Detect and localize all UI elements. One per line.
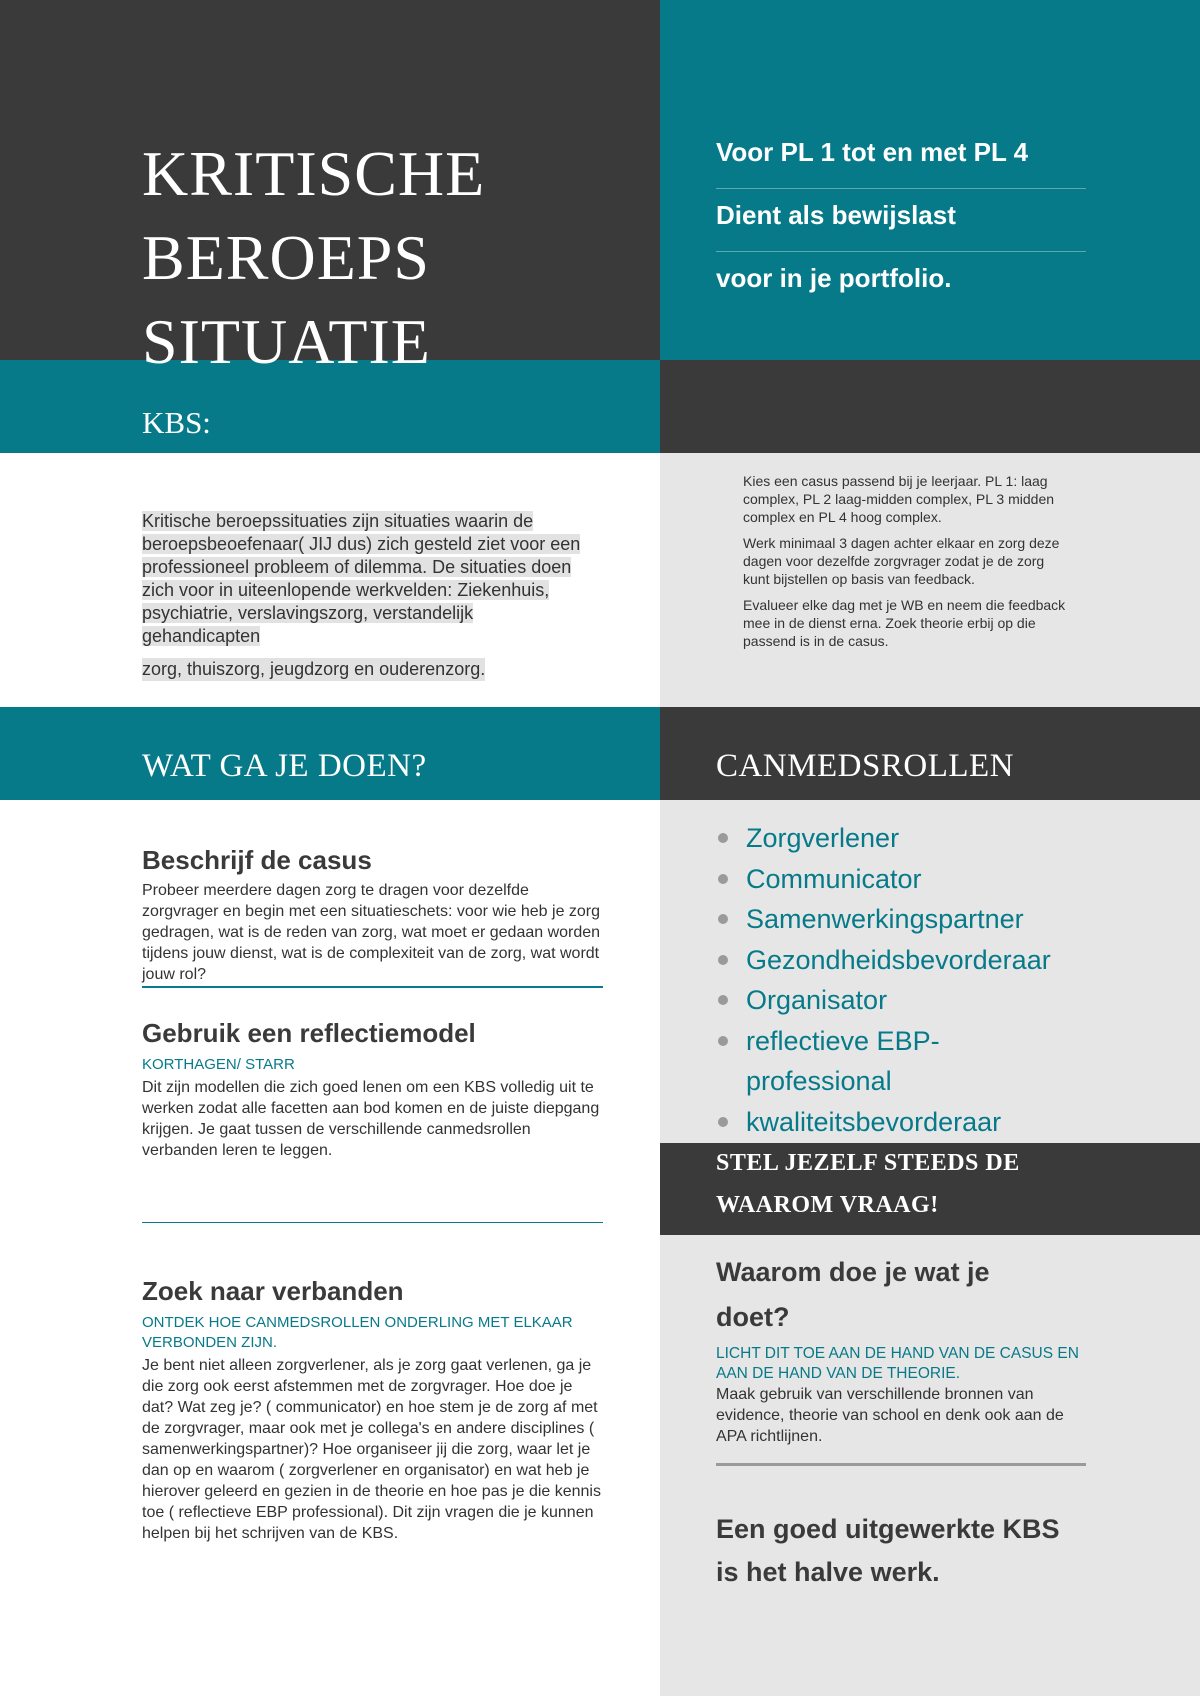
step-beschrijf-de-casus [142,845,602,985]
kbs-band-dark [660,360,1200,453]
role-item [716,859,1086,900]
step-body: Dit zijn modellen die zich goed lenen om een KBS volledig uit te werken zodat alle facetten aan bod komen en de juiste diepgang krijgen. Je gaat tussen de verschillende canmedsrollen verbanden leren te leggen. [142,1079,600,1159]
role-item [716,818,1086,859]
kbs-label: KBS: [142,405,211,440]
bullet-icon [718,995,728,1005]
divider [142,986,603,988]
step-body: Je bent niet alleen zorgverlener, als je zorg gaat verlenen, ga je die zorg ook eerst afstemmen met de zorgvrager. Hoe doe je dat? Wat zeg je? ( communicator) en hoe stem je de zorg af met de zorgvrager, maar ook met je collega's en andere disciplines ( samenwerkingspartner)? Hoe organiseer jij die zorg, waar let je dan op en waarom ( zorgverlener en organisator) en wat heb je hierover geleerd en gezien in de theorie en hoe pas je die kennis toe ( reflectieve EBP professional). Dit zijn vragen die je kunnen helpen bij het schrijven van de KBS. [142,1357,601,1542]
instruction-paragraph: Evalueer elke dag met je WB en neem die feedback mee in de dienst erna. Zoek theorie erbij op die passend is in de casus. [743,597,1066,649]
canmeds-roles-list [716,818,1086,1142]
header-info-line: voor in je portfolio. [716,263,952,293]
bullet-icon [718,1036,728,1046]
role-label: reflectieve EBP-professional [746,1025,940,1096]
waarom-subtitle: LICHT DIT TOE AAN DE HAND VAN DE CASUS EN AAN DE HAND VAN DE THEORIE. [716,1345,1079,1382]
role-label: Samenwerkingspartner [746,904,1024,934]
role-label: Organisator [746,985,888,1015]
step-zoek-naar-verbanden [142,1276,602,1544]
waarom-callout: STEL JEZELF STEEDS DE WAAROM VRAAG! [716,1150,1020,1218]
waarom-title: Waarom doe je wat je doet? [716,1257,990,1332]
header-info-line: Voor PL 1 tot en met PL 4 [716,132,1086,189]
role-label: kwaliteitsbevorderaar [746,1106,1002,1137]
role-item [716,980,1086,1021]
step-body: Probeer meerdere dagen zorg te dragen voor dezelfde zorgvrager en begin met een situatieschets: voor wie heb je zorg gedragen, wat is de reden van zorg, wat moet er gedaan worden tijdens jouw dienst, wat is de complexiteit van de zorg, wat wordt jouw rol? [142,882,601,983]
intro-paragraph: Kritische beroepssituaties zijn situaties waarin de beroepsbeoefenaar( JIJ dus) zich gesteld ziet voor een professioneel probleem of dilemma. De situaties doen zich voor in uiteenlopende werkvelden: Ziekenhuis, psychiatrie, verslavingszorg, verstandelijk gehandicapten [142,511,581,646]
header-info-line: Dient als bewijslast [716,195,1086,252]
section-heading-wat-ga-je-doen: WAT GA JE DOEN? [142,748,427,784]
step-gebruik-reflectiemodel [142,1018,602,1161]
title-line: SITUATIE [142,306,431,377]
section-heading-canmedsrollen: CANMEDSROLLEN [716,748,1015,784]
title-line: BEROEPS [142,222,430,293]
role-label: Gezondheidsbevorderaar [746,944,1051,975]
bullet-icon [718,914,728,924]
page-title [142,132,485,384]
bullet-icon [718,833,728,843]
role-item [716,940,1086,981]
role-label: Communicator [746,863,922,894]
bullet-icon [718,955,728,965]
step-subtitle: ONTDEK HOE CANMEDSROLLEN ONDERLING MET ELKAAR VERBONDEN ZIJN. [142,1314,573,1351]
step-title: Gebruik een reflectiemodel [142,1018,476,1048]
step-subtitle: KORTHAGEN/ STARR [142,1056,295,1073]
instructions [743,472,1073,658]
bullet-icon [718,1117,728,1127]
instruction-paragraph: Kies een casus passend bij je leerjaar. PL 1: laag complex, PL 2 laag-midden complex, PL 3 midden complex en PL 4 hoog complex. [743,473,1055,525]
intro-text [142,510,584,681]
title-line: KRITISCHE [142,138,486,209]
step-title: Beschrijf de casus [142,845,372,875]
role-label: Zorgverlener [746,823,900,853]
instruction-paragraph: Werk minimaal 3 dagen achter elkaar en zorg deze dagen voor dezelfde zorgvrager zodat je de zorg kunt bijstellen op basis van feedback. [743,535,1060,587]
closing-statement: Een goed uitgewerkte KBS is het halve werk. [716,1514,1060,1587]
intro-last-line: zorg, thuiszorg, jeugdzorg en ouderenzorg. [142,659,486,679]
divider [142,1222,603,1223]
step-title: Zoek naar verbanden [142,1276,404,1306]
role-item [716,1021,976,1102]
role-item [716,1102,1086,1143]
role-item [716,899,1086,940]
waarom-block [716,1250,1086,1447]
divider [716,1463,1086,1466]
bullet-icon [718,874,728,884]
header-info [716,132,1086,314]
waarom-body: Maak gebruik van verschillende bronnen van evidence, theorie van school en denk ook aan de APA richtlijnen. [716,1386,1064,1445]
